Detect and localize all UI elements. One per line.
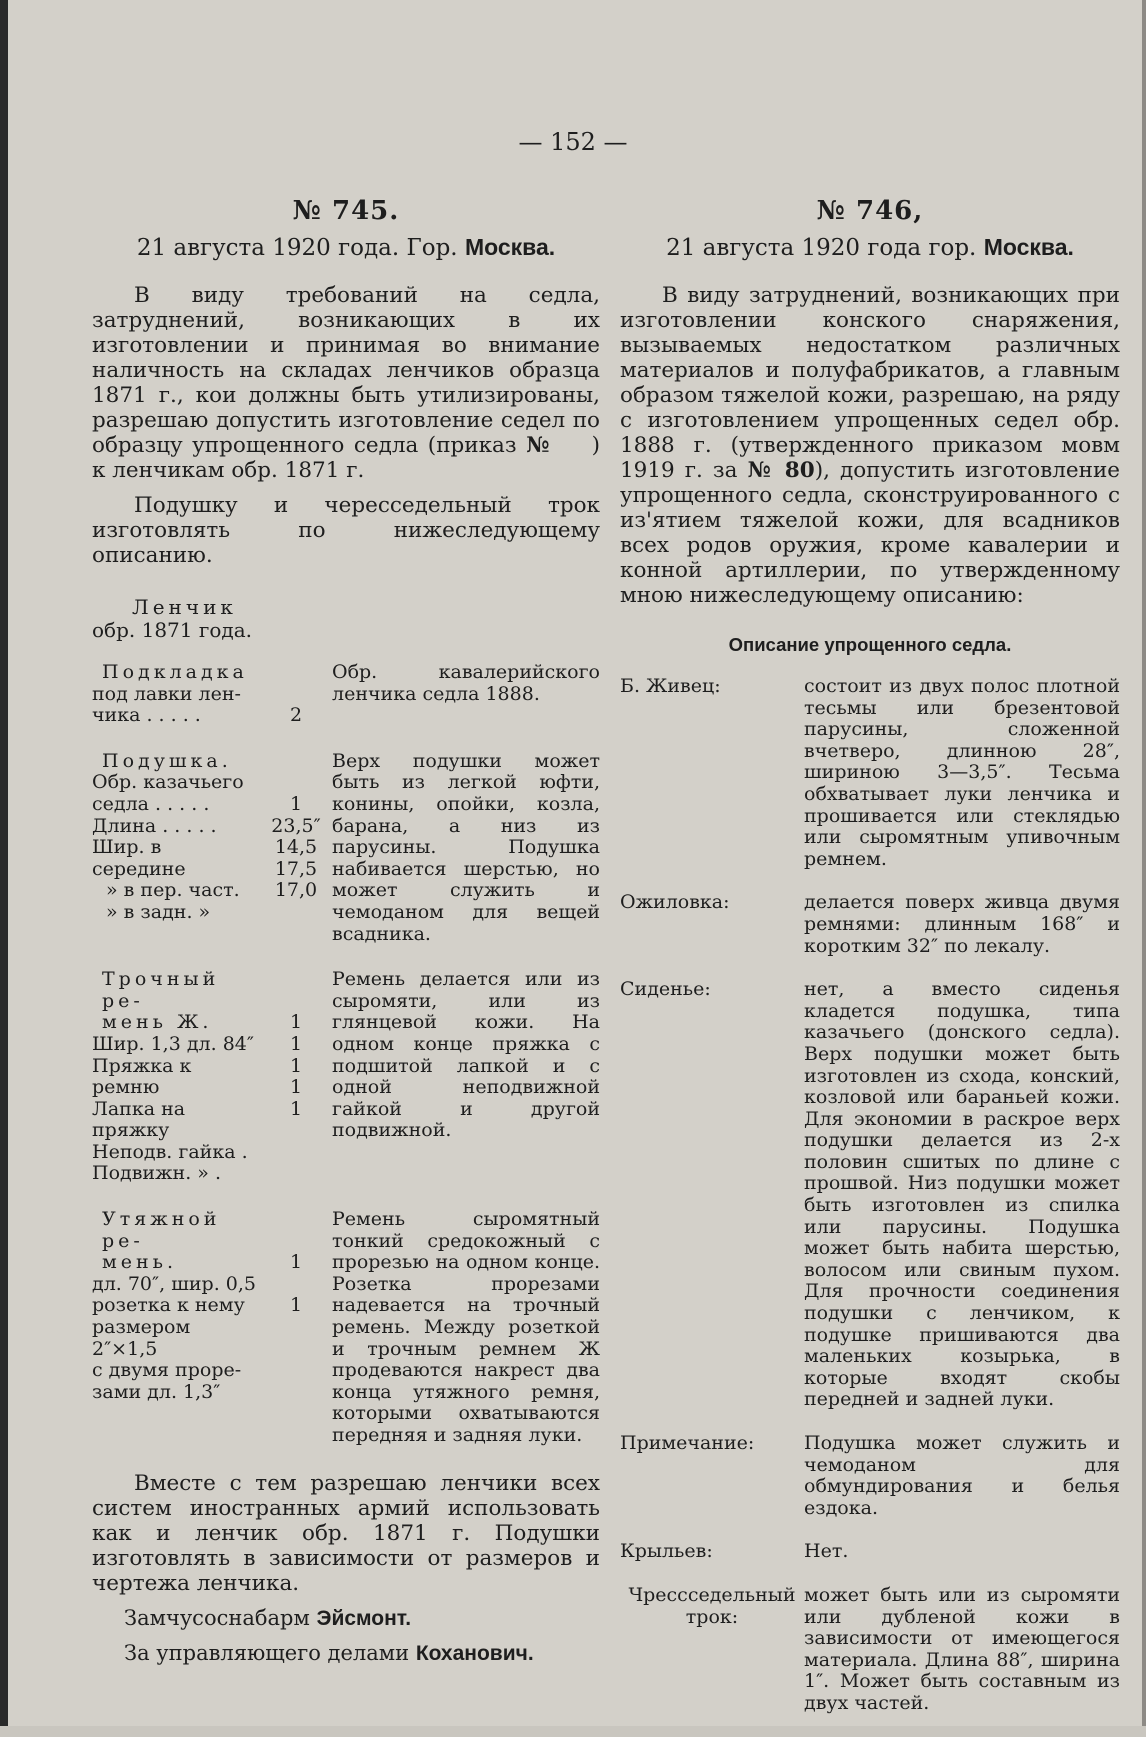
order-745-para-1-no: № [526,433,553,458]
spec-line: с двумя проре- [92,1359,242,1382]
spec-group-title: Подкладка [102,661,248,683]
spec-qty: 14,5 [274,836,318,859]
signature-1-name: Эйсмонт. [316,1606,412,1630]
signature-1 [124,1606,600,1631]
description-table [620,676,1120,1737]
description-text: может быть или из сыромяти или дубленой кожи в зависимости от имеющегося материала. Длина 88″, ширина 1″. Может быть составным из двух частей. [804,1583,1120,1714]
description-term: Чрессседельный трок: [628,1583,796,1628]
spec-line: дл. 70″, шир. 0,5 [92,1272,256,1295]
order-746-number: № 746, [816,196,924,226]
order-745-date-text: 21 августа 1920 года. Гор. [136,235,458,261]
spec-group-title: Подушка. [102,749,232,772]
spec-qty: 1 [289,1251,303,1274]
spec-qty: 1 [289,1011,303,1034]
description-text: Нет. [804,1540,849,1563]
description-text: делается поверх живца двумя ремнями: длинным 168″ и коротким 32″ по лекалу. [804,891,1120,957]
description-term: Крыльев: [620,1540,713,1563]
spec-line: Пряжка к ремню [92,1054,192,1099]
order-746-column [620,196,1120,1737]
spec-line: под лавки лен- [92,682,241,705]
spec-group-podkladka [92,662,600,751]
spec-line: » в пер. част. [106,879,240,902]
description-term: Б. Живец: [620,675,721,697]
spec-group-label [92,751,260,969]
description-row [620,979,1120,1433]
signature-2-title: За управляющего делами [124,1640,410,1665]
spec-qty [260,772,332,794]
order-745-para-3: Вместе с тем разрешаю ленчики всех систем иностранных армий использовать как и ленчик обр. 1871 г. Подушки изготовлять в зависимости от размеров и чертежа ленчика. [92,1470,600,1596]
order-746-date [620,234,1120,261]
spec-group-title: мень Ж. [102,1011,213,1034]
spec-line: розетка к нему [92,1294,245,1317]
scan-edge-right [1142,0,1146,1726]
lenchik-subtitle: обр. 1871 года. [92,618,252,642]
spec-line: Обр. казачьего [92,771,244,794]
description-row [620,1541,1120,1585]
scan-edge-left [0,0,8,1726]
spec-group-podushka [92,751,600,969]
order-745-para-2: Подушку и чересседельный трок изготовлять по нижеследующему описанию. [92,493,600,568]
spec-group-label [92,1209,260,1471]
signature-2-name: Коханович. [415,1641,534,1665]
order-745-date-city: Москва. [464,234,556,260]
spec-group-desc: Обр. кавалерийского ленчика седла 1888. [332,661,600,705]
spec-line: Шир. 1,3 дл. 84″ [92,1032,254,1055]
order-745-date [92,234,600,261]
order-746-intro-no: № 80 [747,458,815,483]
spec-line: Неподв. гайка . [92,1140,248,1163]
order-746-intro [620,283,1120,608]
spec-line: размером 2″×1,5 [92,1316,191,1360]
spec-line: Подвижн. » . [92,1162,221,1185]
description-term: Примечание: [620,1432,755,1454]
spec-qty: 1 [289,1032,303,1055]
order-745-para-1-a: В виду требований на седла, затруднений, возникающих в их изготовлении и принимая во внимание наличность на складах ленчиков образца 1871 г., кои должны быть утилизированы, разрешаю допустить изготовление седел по образцу упрощенного седла (приказ [92,283,600,458]
spec-qty: 1 [289,1097,303,1120]
spec-qty: 1 [289,1294,303,1317]
spec-group-desc: Ремень делается или из сыромяти, или из глянцевой кожи. На одном конце пряжка с подшитой лапкой и с одной неподвижной гайкой и другой подвижной. [332,968,600,1142]
spec-table [92,662,600,1471]
description-row [620,676,1120,892]
order-745-para-1 [92,283,600,483]
lenchik-heading [92,596,600,642]
spec-line: зами дл. 1,3″ [92,1380,221,1403]
spec-group-trochny [92,969,600,1209]
spec-line: Лапка на пряжку [92,1097,186,1142]
order-746-intro-a: В виду затруднений, возникающих при изготовлении конского снаряжения, вызываемых недостатком различных материалов и полуфабрикатов, а главным образом тяжелой кожи, разрешаю, на ряду с изготовлением упрощенных седел обр. 1888 г. (утвержденного приказом мовм 1919 г. за [620,283,1120,483]
description-text: нет, а вместо сиденья кладется подушка, типа казачьего (донского седла). Верх подушки может быть изготовлен из схода, конский, козловой или бараньей кожи. Для экономии в раскрое верх подушки делается из 2-х половин сшитых по длине с прошвой. Низ подушки может быть изготовлен из спилка или парусины. Подушка может быть набита шерстью, волосом или свиным пухом. Для прочности соединения подушки с ленчиком, к подушке пришиваются два маленьких козырька, в которые входят скобы передней и задней луки. [804,978,1120,1411]
order-745-para-1-b: ) к ленчикам обр. 1871 г. [92,433,600,483]
spec-group-utyazhnoy [92,1209,600,1471]
description-row [620,892,1120,979]
spec-group-nums [260,969,332,1209]
signature-1-title: Замчусоснабарм [124,1605,310,1630]
spec-group-title: Трочный ре- [102,968,220,1012]
spec-group-nums [260,1209,332,1471]
description-term: Ожиловка: [620,891,730,914]
description-text: Подушка может служить и чемоданом для обмундирования и белья ездока. [804,1432,1120,1519]
order-746-date-city: Москва. [983,234,1074,260]
spec-line: Длина . . . . . [92,814,217,837]
spec-line: Шир. в середине [92,836,186,880]
order-745-number: № 745. [292,196,400,226]
description-title: Описание упрощенного седла. [728,634,1012,655]
description-row [620,1585,1120,1737]
spec-group-title: Утяжной ре- [102,1208,221,1252]
signature-2 [124,1641,600,1666]
spec-group-title: мень. [102,1251,178,1274]
spec-group-label [92,662,260,751]
lenchik-title: Ленчик [132,595,237,619]
spec-line: седла . . . . . [92,792,210,815]
spec-line: » в задн. » [106,900,211,923]
order-745-column [92,196,600,1666]
description-row [620,1433,1120,1541]
spec-qty: 1 [289,1054,303,1077]
order-746-intro-b: ), допустить изготовление упрощенного седла, сконструированного с из'ятием тяжелой кожи, для всадников всех родов оружия, кроме кавалерии и конной артиллерии, по утвержденному мною нижеследующему описанию: [620,458,1121,608]
spec-qty: 23,5″ [271,814,321,837]
spec-qty: 2 [289,704,303,727]
spec-group-nums [260,662,332,751]
spec-line: чика . . . . . [92,704,201,727]
spec-qty: 17,5 [274,857,318,880]
spec-qty: 1 [289,792,303,815]
spec-group-nums [260,751,332,969]
page-number: — 152 — [518,128,628,156]
spec-qty: 1 [289,1076,303,1099]
description-term: Сиденье: [620,978,711,1001]
spec-group-desc: Ремень сыромятный тонкий средокожный с прорезью на одном конце. Розетка прорезами надевается на трочный ремень. Между розеткой и трочным ремнем Ж продеваются накрест два конца утяжного ремня, которыми охватываются передняя и задняя луки. [332,1208,600,1446]
order-746-date-text: 21 августа 1920 года гор. [666,235,977,261]
spec-qty: 17,0 [274,879,318,902]
spec-group-desc: Верх подушки может быть из легкой юфти, конины, опойки, козла, барана, а низ из парусины. Подушка набивается шерстью, но может служить и чемоданом для вещей всадника. [332,749,600,945]
spec-group-label [92,969,260,1209]
description-text: состоит из двух полос плотной тесьмы или брезентовой парусины, сложенной вчетверо, длинною 28″, шириною 3—3,5″. Тесьма обхватывает луки ленчика и прошивается или стеклядью или сыромятным упивочным ремнем. [804,675,1120,870]
